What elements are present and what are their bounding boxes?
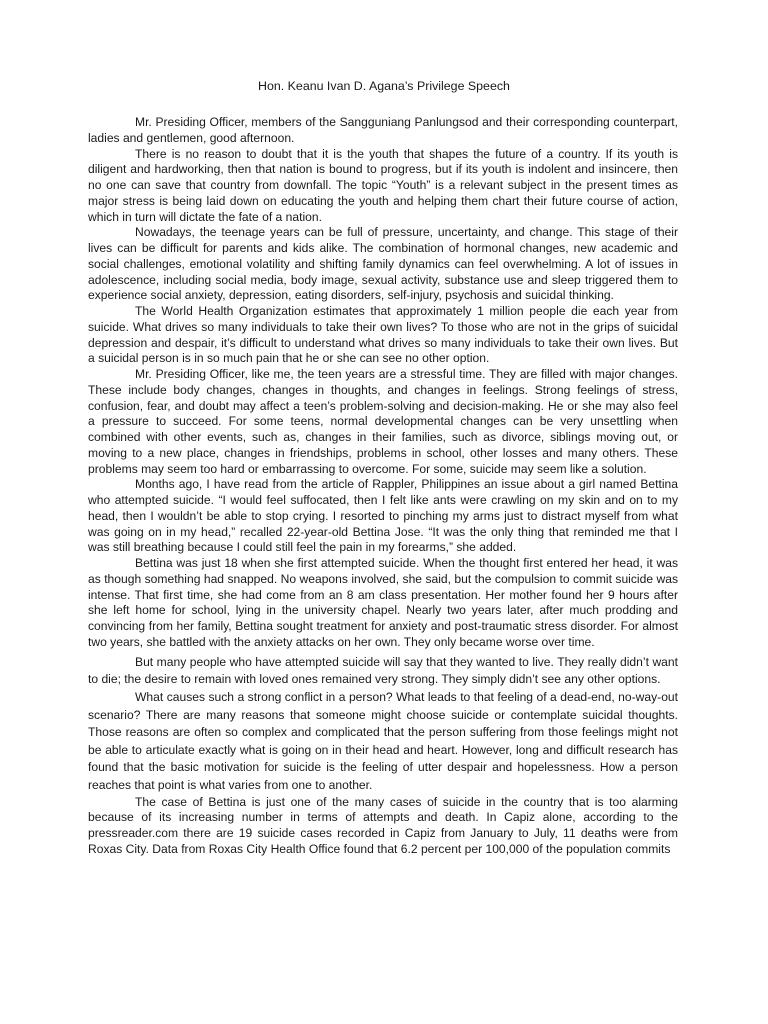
paragraph-wanted-to-live: But many people who have attempted suicide will say that they wanted to live. They really didn’t want to die; the desire to remain with loved ones remained very strong. They simply didn’t see any other options.: [88, 654, 678, 687]
paragraph-rappler-article: Months ago, I have read from the article of Rappler, Philippines an issue about a girl named Bettina who attempted suicide. “I would feel suffocated, then I felt like ants were crawling on my skin and on to my head, then I wouldn’t be able to stop crying. I resorted to pinching my arms just to distract myself from what was going on in my head,” recalled 22-year-old Bettina Jose. “It was the only thing that reminded me that I was still breathing because I could still feel the pain in my forearms,” she added.: [88, 477, 678, 555]
paragraph-bettina-attempt: Bettina was just 18 when she first attempted suicide. When the thought first entered her head, it was as though something had snapped. No weapons involved, she said, but the compulsion to commit suicide was intense. That first time, she had come from an 8 am class presentation. Her mother found her 9 hours after she left home for school, lying in the university chapel. Nearly two years later, after much prodding and convincing from her family, Bettina sought treatment for anxiety and post-traumatic stress disorder. For almost two years, she battled with the anxiety attacks on her own. They only became worse over time.: [88, 556, 678, 649]
paragraph-greeting: Mr. Presiding Officer, members of the Sangguniang Panlungsod and their corresponding counterpart, ladies and gentlemen, good afternoon.: [88, 115, 678, 145]
paragraph-stressful-time: Mr. Presiding Officer, like me, the teen years are a stressful time. They are filled with major changes. These include body changes, changes in thoughts, and changes in feelings. Strong feelings of stress, confusion, fear, and doubt may affect a teen’s problem-solving and decision-making. He or she may also feel a pressure to succeed. For some teens, normal developmental changes can be very unsettling when combined with other events, such as, changes in their families, such as divorce, siblings moving out, or moving to a new place, changes in friendships, problems in school, other losses and many others. These problems may seem too hard or embarrassing to overcome. For some, suicide may seem like a solution.: [88, 367, 678, 476]
paragraph-youth: There is no reason to doubt that it is the youth that shapes the future of a country. If its youth is diligent and hardworking, then that nation is bound to progress, but if its youth is indolent and insincere, then no one can save that country from downfall. The topic “Youth” is a relevant subject in the present times as major stress is being laid down on educating the youth and helping them chart their future course of action, which in turn will dictate the fate of a nation.: [88, 146, 678, 224]
paragraph-capiz-cases: The case of Bettina is just one of the many cases of suicide in the country that is too alarming because of its increasing number in terms of attempts and death. In Capiz alone, according to the pressreader.com there are 19 suicide cases recorded in Capiz from January to July, 11 deaths were from Roxas City. Data from Roxas City Health Office found that 6.2 percent per 100,000 of the population commits: [88, 794, 678, 856]
paragraph-who-estimate: The World Health Organization estimates that approximately 1 million people die each year from suicide. What drives so many individuals to take their own lives? To those who are not in the grips of suicidal depression and despair, it’s difficult to understand what drives so many individuals to take their own lives. But a suicidal person is in so much pain that he or she can see no other option.: [88, 304, 678, 366]
document-title: Hon. Keanu Ivan D. Agana’s Privilege Speech: [258, 79, 510, 93]
paragraph-teenage-years: Nowadays, the teenage years can be full of pressure, uncertainty, and change. This stage of their lives can be difficult for parents and kids alike. The combination of hormonal changes, new academic and social challenges, emotional volatility and shifting family dynamics can feel overwhelming. A lot of issues in adolescence, including social media, body image, sexual activity, substance use and sleep triggered them to experience social anxiety, depression, eating disorders, self-injury, psychosis and suicidal thinking.: [88, 225, 678, 303]
paragraph-strong-conflict: What causes such a strong conflict in a person? What leads to that feeling of a dead-end, no-way-out scenario? There are many reasons that someone might choose suicide or contemplate suicidal thoughts. Those reasons are often so complex and complicated that the person suffering from those feelings might not be able to articulate exactly what is going on in their head and heart. However, long and difficult research has found that the basic motivation for suicide is the feeling of utter despair and hopelessness. How a person reaches that point is what varies from one to another.: [88, 690, 678, 793]
speech-body: [88, 115, 678, 858]
